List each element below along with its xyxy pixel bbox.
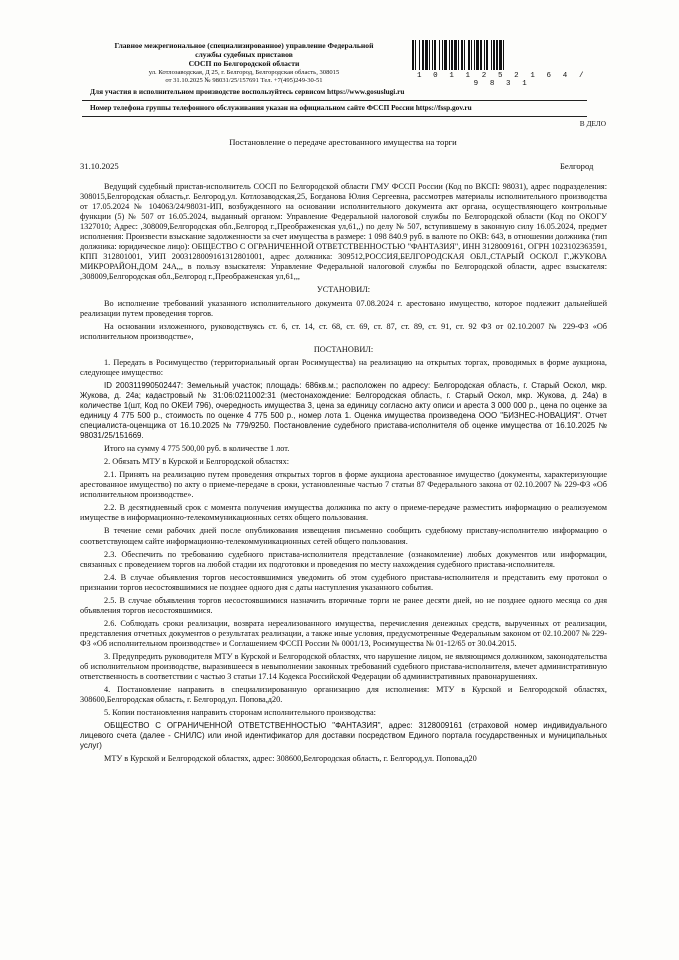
document-date: 31.10.2025: [80, 161, 119, 171]
address-line: ул. Котлозаводская, Д 25, г. Белгород, Белгородская область, 308015: [148, 69, 340, 76]
header-divider: [82, 116, 587, 117]
paragraph: 2.3. Обеспечить по требованию судебного пристава-исполнителя представление (ознакомление) любых документов или информации, связанных с проведением торгов на любой стадии их подготовки и проведения по месту нахождения судебного пристава-исполнителя.: [80, 549, 607, 569]
org-line: Главное межрегиональное (специализированное) управление Федеральной: [114, 41, 374, 50]
paragraph: 2.6. Соблюдать сроки реализации, возврата нереализованного имущества, перечисления денежных средств, вырученных от реализации, представления отчетных документов о результатах реализации, а также иные условия, предусмотренные Федеральным законом от 02.10.2007 № 229-ФЗ «Об исполнительном производстве» и Соглашением ФССП России № 0001/13, Росимущества № 01-12/65 от 30.04.2015.: [80, 618, 607, 648]
org-line: СОСП по Белгородской области: [188, 59, 300, 68]
paragraph: Во исполнение требований указанного исполнительного документа 07.08.2024 г. арестовано имущество, которое подлежит дальнейшей реализации путем проведения торгов.: [80, 298, 607, 318]
gosuslugi-notice: Для участия в исполнительном производстве воспользуйтесь сервисом https://www.gosuslugi.ru: [90, 87, 405, 96]
property-item: ID 200311990502447: Земельный участок; площадь: 686кв.м.; расположен по адресу: Белгородская область, г. Старый Оскол, мкр. Жукова, д. 24а; кадастровый № 31:06:0211002:31 (местонахождение: Белгородская область, г. Старый Оскол, мкр. Жукова, д. 24а) в количестве 1(шт, Код по ОКЕИ 796), очередность имущества 3, цена за единицу согласно акту описи и ареста 3 000 000 р., цена по оценке за единицу 4 775 500 р., стоимость по оценке 4 775 500 р., номер лота 1. Оценка имущества произведена ООО "БИЗНЕС-НОВАЦИЯ". Отчет специалиста-оценщика от 16.10.2025 № 779/9250. Постановление судебного пристава-исполнителя об оценке имущества от 16.10.2025 № 98031/25/151669.: [80, 380, 607, 441]
paragraph: 4. Постановление направить в специализированную организацию для исполнения: МТУ в Курской и Белгородской областях, 308600,Белгородская область, г. Белгород,ул. Попова,д20.: [80, 685, 607, 705]
intro-paragraph: Ведущий судебный пристав-исполнитель СОСП по Белгородской области ГМУ ФССП России (Код по ВКСП: 98031), адрес подразделения: 308015,Белгородская область,г. Белгород,ул. Котлозаводская,25, Богданова Юлия Сергеевна, рассмотрев материалы исполнительного производства от 17.05.2024 № 104063/24/98031-ИП, возбужденного на основании исполнительного документа акт органа, осуществляющего контрольные функции (5) № 507 от 16.05.2024, выданный органом: Управление Федеральной налоговой службы по Белгородской области (Код по ОКОГУ 1327010; Адрес: ,308009,Белгородская обл.,Белгород г.,Преображенская ул,61,,) по делу № 507, вступившему в законную силу 16.05.2024, предмет исполнения: Произвести взыскание задолженности за счет имущества в размере: 1 098 840.9 руб. в валюте по ОКВ: 643, в отношении должника (тип должника: юридическое лицо): ОБЩЕСТВО С ОГРАНИЧЕННОЙ ОТВЕТСТВЕННОСТЬЮ "ФАНТАЗИЯ", ИНН 3128009161, ОГРН 1023102363591, КПП 312801001, УИП 2003128009161312801001, адрес должника: 309512,РОССИЯ,БЕЛГОРОДСКАЯ ОБЛ.,СТАРЫЙ ОСКОЛ Г.,ЖУКОВА МИКРОРАЙОН,ДОМ 24А,,, в пользу взыскателя: Управление Федеральной налоговой службы по Белгородской области, адрес взыскателя: ,308009,Белгородская обл.,Белгород г.,Преображенская ул,61,,,: [80, 182, 607, 282]
org-line: службы судебных приставов: [195, 50, 293, 59]
barcode-bar: [504, 40, 506, 70]
paragraph: 2.5. В случае объявления торгов несостоявшимися назначить вторичные торги не ранее десяти дней, но не позднее одного месяца со дня объявления торгов несостоявшимися.: [80, 595, 607, 615]
authority-address: [82, 69, 406, 85]
paragraph: 1. Передать в Росимущество (территориальный орган Росимущества) на реализацию на открытых торгах, проводимых в форме аукциона, следующее имущество:: [80, 357, 607, 377]
phone-notice: Номер телефона группы телефонного обслуживания указан на официальном сайте ФССП России https://fssp.gov.ru: [90, 103, 472, 112]
barcode-number: 1 0 1 1 2 5 2 1 6 4 / 9 8 3 1: [416, 72, 588, 88]
recipient-mtu: МТУ в Курской и Белгородской областях, адрес: 308600,Белгородская область, г. Белгород,ул. Попова,д20: [104, 754, 477, 764]
section-heading-postanovil: ПОСТАНОВИЛ:: [313, 344, 374, 354]
paragraph: В течение семи рабочих дней после опубликования извещения письменно сообщить судебному приставу-исполнителю информацию о соответствующем сайте информационно-телекоммуникационных сетей общего пользования.: [80, 526, 607, 546]
section-heading-ustanovil: УСТАНОВИЛ:: [316, 285, 371, 295]
paragraph: 2.1. Принять на реализацию путем проведения открытых торгов в форме аукциона арестованное имущество (документы, характеризующие арестованное имущество) по акту о приеме-передаче в сроки, установленные частью 7 статьи 87 Федерального закона от 02.10.2007 № 229-ФЗ «Об исполнительном производстве».: [80, 470, 607, 500]
document-title: Постановление о передаче арестованного имущества на торги: [229, 137, 457, 147]
recipient-debtor: ОБЩЕСТВО С ОГРАНИЧЕННОЙ ОТВЕТСТВЕННОСТЬЮ "ФАНТАЗИЯ", адрес: 3128009161 (страховой номер индивидуального лицевого счета (далее - СНИЛС) или иной идентификатор для доставки посредством Единого портала государственных и муниципальных услуг): [80, 721, 607, 751]
address-line: от 31.10.2025 № 98031/25/157691 Тел. +7(495)249-30-51: [165, 76, 323, 84]
paragraph: 3. Предупредить руководителя МТУ в Курской и Белгородской областях, что нарушение лицом, не являющимся должником, законодательства об исполнительном производстве, выразившееся в невыполнении законных требований судебного пристава-исполнителя, влечет административную ответственность в соответствии с частью 3 статьи 17.14 Кодекса Российской Федерации об административных правонарушениях.: [80, 651, 607, 682]
document-barcode: [412, 40, 592, 70]
document-body: [80, 182, 607, 767]
paragraph: 2. Обязать МТУ в Курской и Белгородской областях:: [104, 457, 289, 467]
document-city: Белгород: [560, 161, 594, 171]
paragraph: Итого на сумму 4 775 500,00 руб. в количестве 1 лот.: [104, 444, 290, 454]
paragraph: На основании изложенного, руководствуясь ст. 6, ст. 14, ст. 68, ст. 69, ст. 87, ст. 89, ст. 91, ст. 92 ФЗ от 02.10.2007 № 229-ФЗ «Об исполнительном производстве»,: [80, 321, 607, 341]
paragraph: 2.2. В десятидневный срок с момента получения имущества должника по акту о приеме-передаче разместить информацию о реализуемом имуществе в информационно-телекоммуникационных сетях общего пользования.: [80, 503, 607, 523]
v-delo-mark: В ДЕЛО: [579, 119, 606, 128]
paragraph: 2.4. В случае объявления торгов несостоявшимися уведомить об этом судебного пристава-исполнителя и представить ему протокол о признании торгов несостоявшимися не позднее одного дня с даты наступления указанного события.: [80, 572, 607, 592]
paragraph: 5. Копии постановления направить сторонам исполнительного производства:: [104, 708, 376, 718]
header-divider: [82, 100, 587, 101]
issuing-authority: [82, 41, 406, 68]
